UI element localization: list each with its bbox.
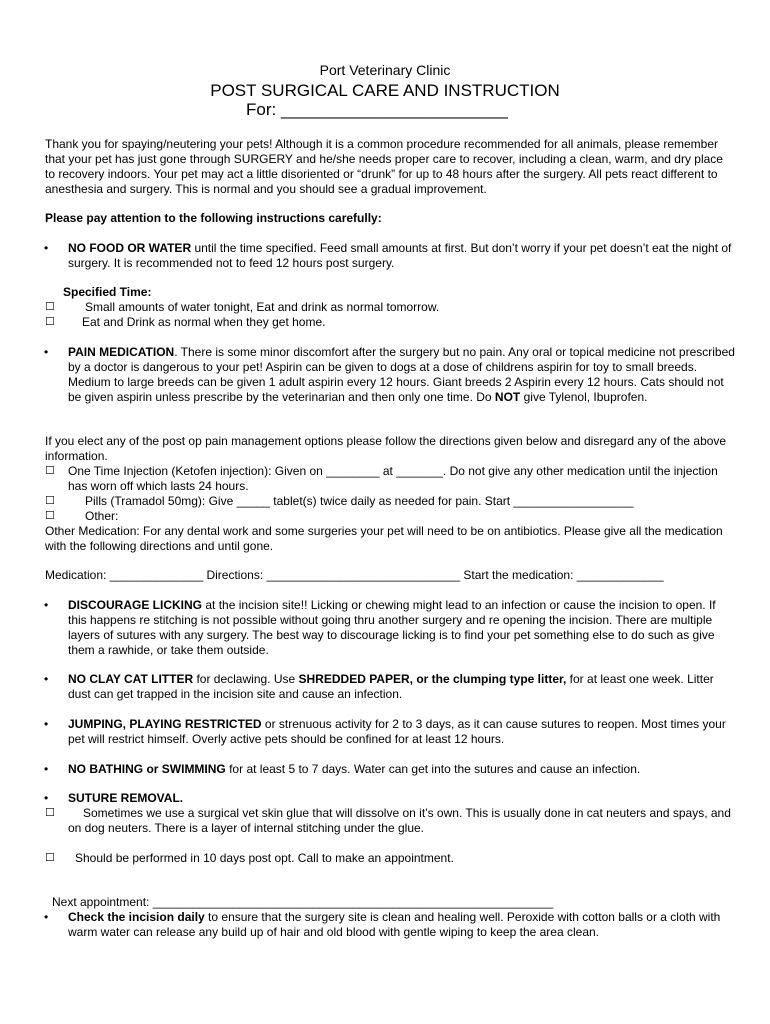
option-water-tonight: Small amounts of water tonight, Eat and drink as normal tomorrow. <box>85 300 440 314</box>
post-op-paragraph: If you elect any of the post op pain management options please follow the directions given below and disregard any of the above information. <box>45 434 727 463</box>
intro-paragraph: Thank you for spaying/neutering your pets! Although it is a common procedure recommended for all animals, please remember that your pet has just gone through SURGERY and he/she needs proper care to recover, including a clean, warm, and dry place to recovery indoors. Your pet may act a little disoriented or “drunk” for up to 48 hours after the surgery. All pets react different to anesthesia and surgery. This is normal and you should see a gradual improvement. <box>45 137 723 196</box>
licking-instruction <box>68 598 736 658</box>
bullet-licking: • <box>44 598 49 612</box>
jumping-text: or strenuous activity for 2 to 3 days, as it can cause sutures to reopen. Most times your pet will restrict himself. Overly active pets should be confined for at least 12 hours. <box>68 717 726 746</box>
clinic-name: Port Veterinary Clinic <box>319 62 451 78</box>
pain-instruction <box>68 345 736 405</box>
food-instruction <box>68 241 736 271</box>
litter-instruction <box>68 672 736 702</box>
licking-text: at the incision site!! Licking or chewing might lead to an infection or cause the incision to open. If this happens re stitching is not possible without going thru another surgery and re opening the incision. There are multiple layers of sutures with any surgery. The best way to discourage licking is to find your pet something else to do such as give them a rawhide, or take them outside. <box>68 598 716 657</box>
attention-heading: Please pay attention to the following instructions carefully: <box>45 211 382 225</box>
bullet-jumping: • <box>44 717 49 731</box>
jumping-instruction <box>68 717 736 747</box>
option-injection: One Time Injection (Ketofen injection): Given on ________ at _______. Do not give any other medication until the injection has worn off which lasts 24 hours. <box>68 464 718 493</box>
suture-glue-text: Sometimes we use a surgical vet skin glue that will dissolve on it’s own. This is usually done in cat neuters and spays, and on dog neuters. There is a layer of internal stitching under the glue. <box>68 806 731 835</box>
litter-heading: NO CLAY CAT LITTER <box>68 672 194 686</box>
bathing-heading: NO BATHING or SWIMMING <box>68 762 226 776</box>
document-title: POST SURGICAL CARE AND INSTRUCTION <box>210 81 560 100</box>
bullet-pain: • <box>44 345 49 359</box>
pain-text: . There is some minor discomfort after the surgery but no pain. Any oral or topical medicine not prescribed by a doctor is dangerous to your pet! Aspirin can be given to dogs at a dose of childrens aspirin for toy to small breeds. Medium to large breeds can be given 1 adult aspirin every 12 hours. Giant breeds 2 Aspirin every 12 hours. Cats should not be given aspirin unless prescribe by the veterinarian and then only one time. Do <box>68 345 735 404</box>
option-other: Other: <box>85 509 119 523</box>
incision-text: to ensure that the surgery site is clean and healing well. Peroxide with cotton balls or a cloth with warm water can release any build up of hair and old blood with gentle wiping to keep the area clean. <box>68 910 721 939</box>
pain-heading: PAIN MEDICATION <box>68 345 175 359</box>
pain-not: NOT <box>494 390 521 404</box>
licking-heading: DISCOURAGE LICKING <box>68 598 203 612</box>
option-eat-home: Eat and Drink as normal when they get home. <box>82 315 326 329</box>
bullet-food: • <box>44 241 49 255</box>
incision-heading: Check the incision daily <box>68 910 205 924</box>
bullet-suture: • <box>44 791 49 805</box>
food-heading: NO FOOD OR WATER <box>68 241 192 255</box>
specified-time-label: Specified Time: <box>63 285 152 299</box>
medication-line: Medication: ______________ Directions: _____________________________ Start the medication: _____________ <box>45 568 664 582</box>
pain-text-end: give Tylenol, Ibuprofen. <box>520 390 648 404</box>
suture-heading: SUTURE REMOVAL. <box>68 791 184 805</box>
litter-paper: SHREDDED PAPER, or the clumping type litter, <box>298 672 567 686</box>
checkbox-glue[interactable]: ☐ <box>45 807 55 819</box>
for-line: For: ________________________ <box>246 100 508 119</box>
food-text: until the time specified. Feed small amounts at first. But don’t worry if your pet doesn’t eat the night of surgery. It is recommended not to feed 12 hours post surgery. <box>68 241 732 270</box>
checkbox-ten-days[interactable]: ☐ <box>45 852 55 864</box>
other-medication-paragraph: Other Medication: For any dental work and some surgeries your pet will need to be on antibiotics. Please give all the medication with the following directions and until gone. <box>45 524 723 553</box>
next-appointment-line: Next appointment: ____________________________________________________________ <box>52 895 554 909</box>
jumping-heading: JUMPING, PLAYING RESTRICTED <box>68 717 262 731</box>
bullet-bathing: • <box>44 762 49 776</box>
litter-text-end: for at least one week. Litter dust can get trapped in the incision site and cause an infection. <box>68 672 714 701</box>
checkbox-other[interactable]: ☐ <box>45 510 55 522</box>
checkbox-water-tonight[interactable]: ☐ <box>45 301 55 313</box>
bathing-instruction <box>68 762 736 777</box>
checkbox-pills[interactable]: ☐ <box>45 495 55 507</box>
bathing-text: for at least 5 to 7 days. Water can get into the sutures and cause an infection. <box>225 762 641 776</box>
incision-instruction <box>68 910 736 940</box>
checkbox-injection[interactable]: ☐ <box>45 465 55 477</box>
bullet-litter: • <box>44 672 49 686</box>
checkbox-eat-home[interactable]: ☐ <box>45 316 55 328</box>
litter-text: for declawing. Use <box>193 672 299 686</box>
bullet-incision: • <box>44 910 49 924</box>
option-pills: Pills (Tramadol 50mg): Give _____ tablet(s) twice daily as needed for pain. Start __________________ <box>85 494 634 508</box>
suture-ten-days: Should be performed in 10 days post opt. Call to make an appointment. <box>75 851 454 865</box>
